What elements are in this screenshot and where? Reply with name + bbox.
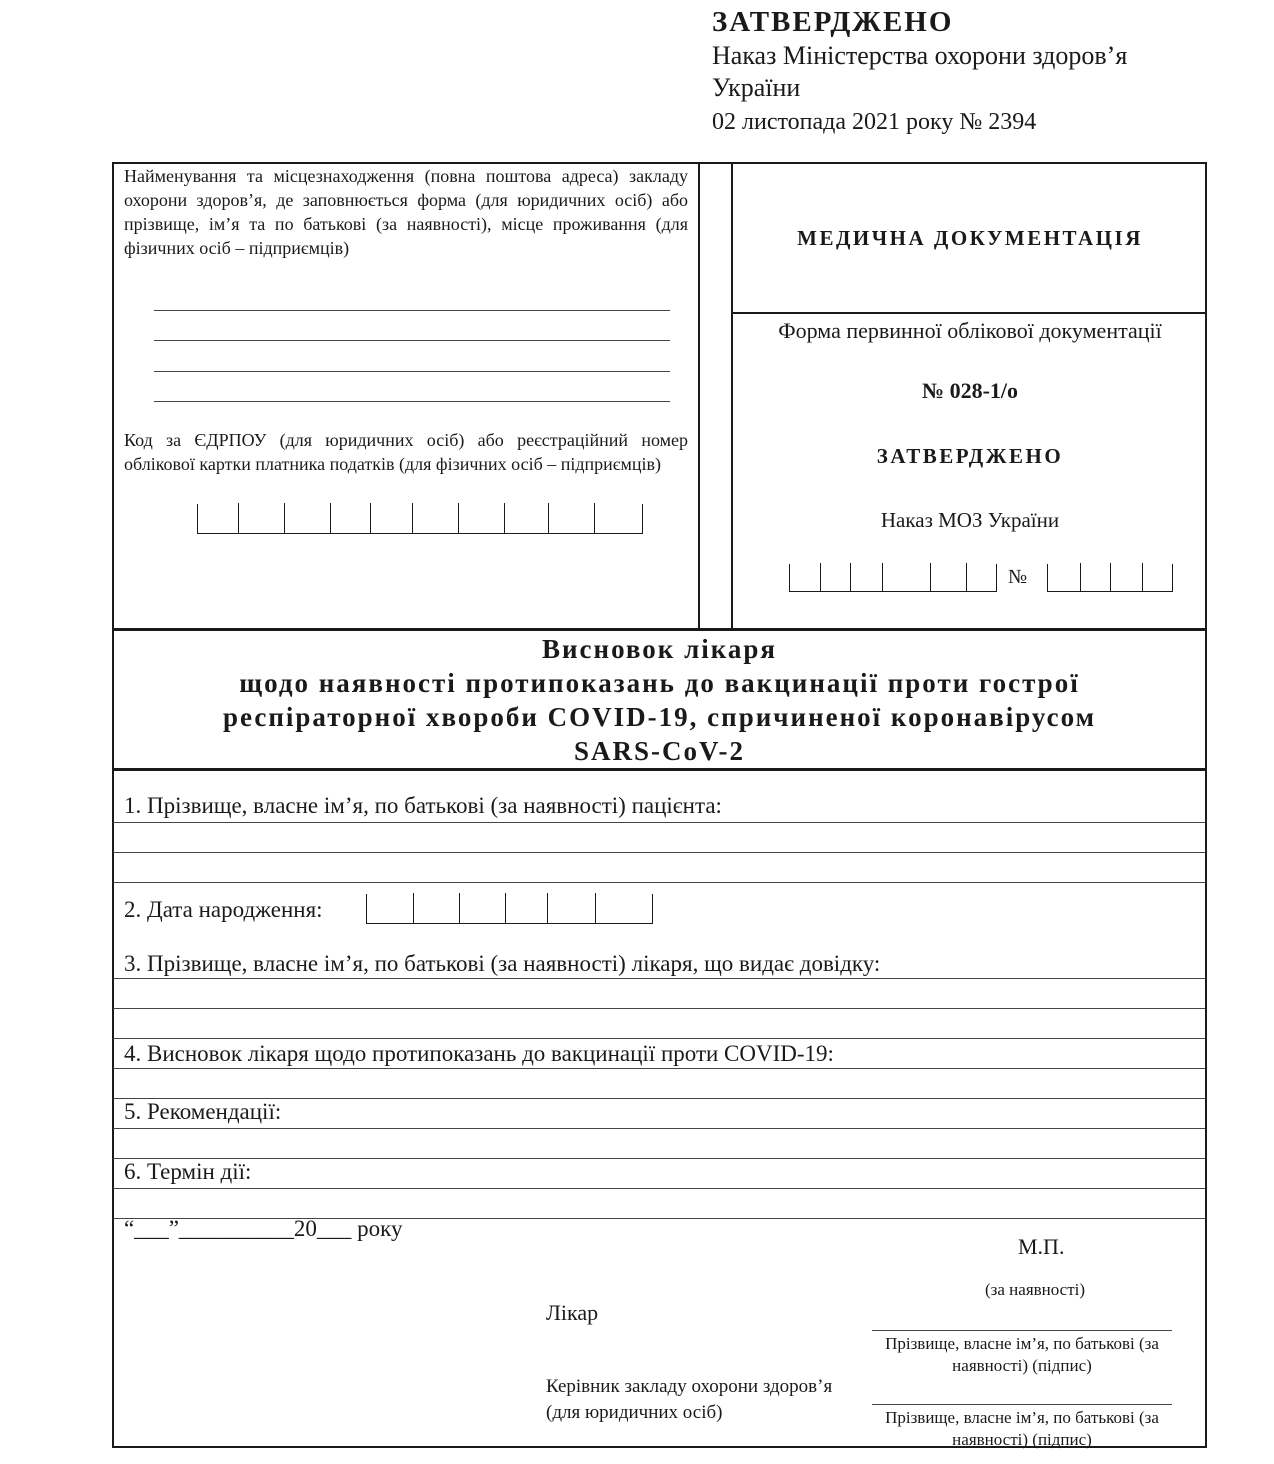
institution-line-1[interactable]	[154, 310, 670, 311]
approval-order-line1: Наказ Міністерства охорони здоров’я	[712, 41, 1128, 70]
approval-block	[712, 4, 1232, 138]
medical-documentation-title: МЕДИЧНА ДОКУМЕНТАЦІЯ	[797, 226, 1143, 250]
conclusion-line-1[interactable]	[113, 1068, 1205, 1069]
institution-line-4[interactable]	[154, 401, 670, 402]
approval-order-line2: України	[712, 73, 801, 102]
header-bottom-line	[113, 628, 1206, 631]
birth-date-field[interactable]	[366, 894, 653, 924]
approval-date: 02 листопада 2021 року № 2394	[712, 109, 1037, 135]
number-sign: №	[1008, 566, 1028, 588]
seal-note: (за наявності)	[985, 1280, 1086, 1299]
header-divider-right	[731, 163, 733, 629]
patient-name-line-1[interactable]	[113, 822, 1205, 823]
head-signature-label: Керівник закладу охорони здоров’я (для юридичних осіб)	[546, 1376, 833, 1423]
form-label: Форма первинної облікової документації	[778, 318, 1162, 343]
field-patient-name-label: 1. Прізвище, власне ім’я, по батькові (за наявності) пацієнта:	[124, 793, 722, 818]
title-bottom-line	[113, 768, 1206, 771]
doctor-signature-line[interactable]	[872, 1330, 1172, 1331]
institution-label: Найменування та місцезнаходження (повна поштова адреса) закладу охорони здоров’я, де заповнюється форма (для юридичних осіб) або прізвище, ім’я та по батькові (за наявності), місце проживання (для фізичних осіб – підприємців)	[124, 166, 688, 258]
doctor-name-line-3[interactable]	[113, 1038, 1205, 1039]
doctor-signature-label: Лікар	[546, 1300, 599, 1325]
title-line-4: SARS-CoV-2	[573, 736, 745, 766]
form-number: № 028-1/о	[921, 378, 1019, 403]
doctor-name-line-2[interactable]	[113, 1008, 1205, 1009]
validity-line-1[interactable]	[113, 1188, 1205, 1189]
field-recommendations-label: 5. Рекомендації:	[124, 1099, 282, 1124]
field-doctor-name-label: 3. Прізвище, власне ім’я, по батькові (за наявності) лікаря, що видає довідку:	[124, 951, 881, 976]
patient-name-line-3[interactable]	[113, 882, 1205, 883]
approval-title: ЗАТВЕРДЖЕНО	[712, 6, 954, 38]
issue-date-line[interactable]: “___”__________20___ року	[124, 1216, 403, 1241]
approved-label: ЗАТВЕРДЖЕНО	[876, 444, 1064, 468]
doctor-name-line-1[interactable]	[113, 978, 1205, 979]
field-birth-date-label: 2. Дата народження:	[124, 897, 323, 922]
recommendations-line-2[interactable]	[113, 1158, 1205, 1159]
head-signature-caption: Прізвище, власне ім’я, по батькові (за наявності) (підпис)	[885, 1408, 1159, 1449]
header-divider-left	[698, 163, 700, 629]
order-number-field[interactable]	[1047, 564, 1173, 592]
institution-line-3[interactable]	[154, 371, 670, 372]
head-signature-line[interactable]	[872, 1404, 1172, 1405]
order-date-field[interactable]	[789, 564, 997, 592]
title-line-2: щодо наявності протипоказань до вакцинації проти гострої	[239, 668, 1080, 698]
doctor-signature-caption: Прізвище, власне ім’я, по батькові (за наявності) (підпис)	[885, 1334, 1159, 1375]
code-label: Код за ЄДРПОУ (для юридичних осіб) або реєстраційний номер облікової картки платника податків (для фізичних осіб – підприємців)	[124, 430, 688, 474]
title-line-3: респіраторної хвороби COVID-19, спричиненої коронавірусом	[223, 702, 1096, 732]
title-line-1: Висновок лікаря	[541, 634, 778, 664]
med-doc-divider	[732, 312, 1206, 314]
institution-line-2[interactable]	[154, 340, 670, 341]
moz-order-label: Наказ МОЗ України	[880, 508, 1060, 532]
field-conclusion-label: 4. Висновок лікаря щодо протипоказань до вакцинації проти COVID-19:	[124, 1041, 834, 1066]
seal-label: М.П.	[1018, 1234, 1065, 1259]
field-validity-label: 6. Термін дії:	[124, 1159, 252, 1184]
code-digit-field[interactable]	[197, 504, 643, 534]
patient-name-line-2[interactable]	[113, 852, 1205, 853]
document-title	[114, 632, 1205, 768]
recommendations-line-1[interactable]	[113, 1128, 1205, 1129]
